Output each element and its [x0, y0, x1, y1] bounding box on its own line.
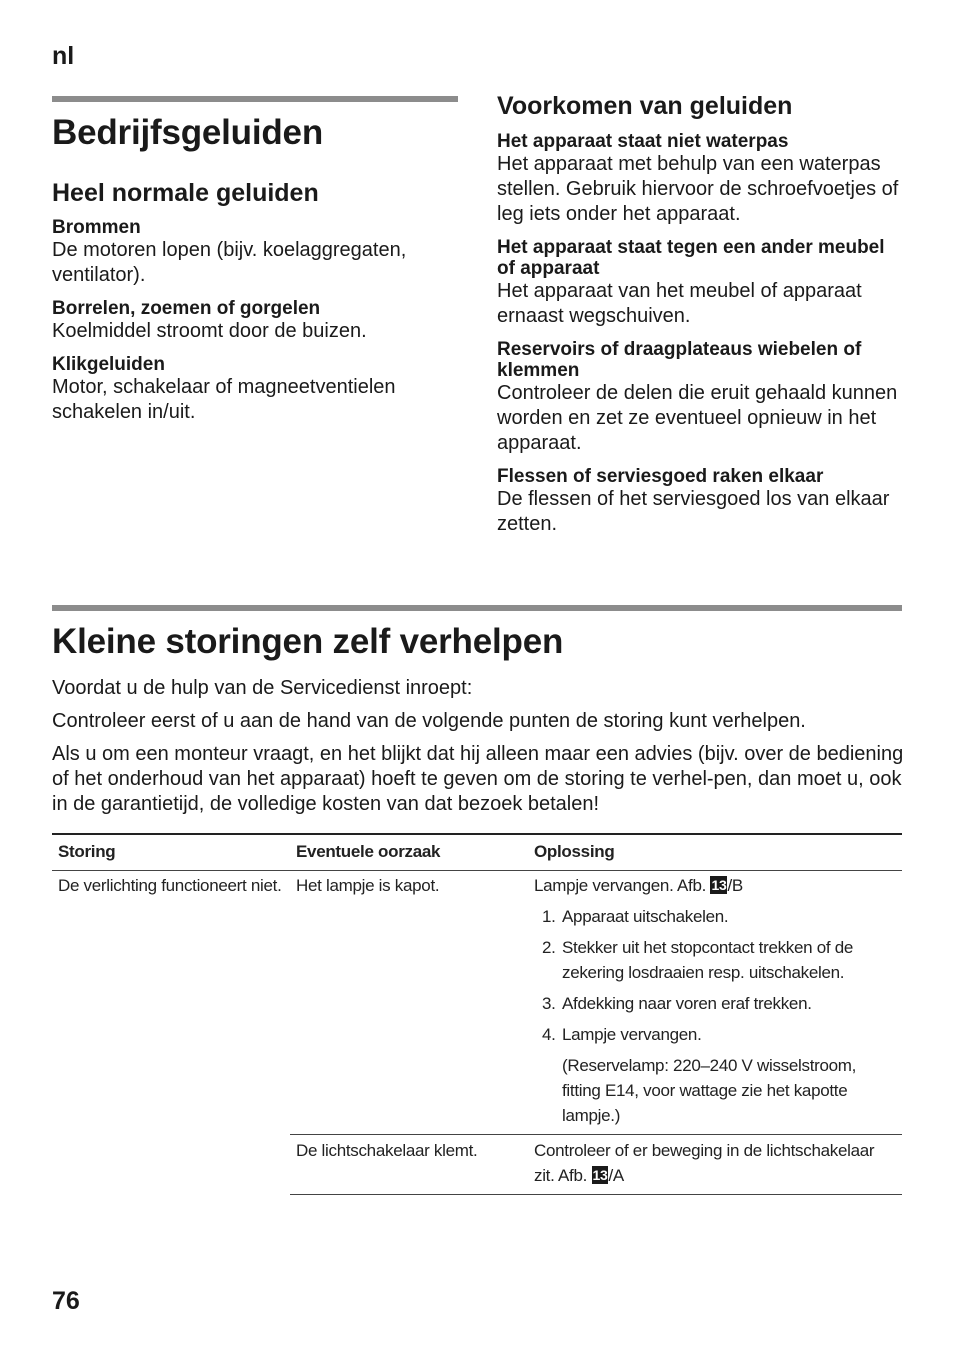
oplossing-cell [528, 871, 902, 1135]
page-number: 76 [52, 1287, 80, 1315]
figure-ref: /A [608, 1166, 624, 1185]
column-header-oplossing: Oplossing [528, 834, 902, 871]
list-item: 1. Apparaat uitschakelen. [560, 904, 896, 929]
prevent-item-title: Reservoirs of draagplateaus wiebelen of klemmen [497, 339, 862, 381]
column-header-storing: Storing [52, 834, 290, 871]
intro-paragraph: Als u om een monteur vraagt, en het blijkt dat hij alleen maar een advies (bijv. over de bediening of het onderhoud van het apparaat) hoeft te geven om de storing te verhel-pen, dan moet u, ook in de garantietijd, de volledige kosten van dat bezoek betalen! [52, 743, 904, 815]
column-header-oorzaak: Eventuele oorzaak [290, 834, 528, 871]
figure-ref: /B [727, 876, 743, 895]
table-row [52, 871, 902, 1135]
noise-item [52, 354, 458, 425]
intro-paragraph: Controleer eerst of u aan de hand van de volgende punten de storing kunt verhelpen. [52, 710, 806, 732]
list-item: 2. Stekker uit het stopcontact trekken of de zekering losdraaien resp. uitschakelen. [560, 935, 896, 985]
oplossing-cell [528, 1135, 902, 1195]
prevent-item-text: Het apparaat met behulp van een waterpas stellen. Gebruik hiervoor de schroefvoetjes of leg iets onder het apparaat. [497, 153, 899, 225]
troubleshooting-table [52, 833, 902, 1195]
troubleshooting-intro [52, 622, 904, 825]
prevent-item-text: Het apparaat van het meubel of apparaat ernaast wegschuiven. [497, 280, 862, 327]
noise-item [52, 298, 458, 344]
section-rule [52, 605, 902, 611]
noise-item-text: Motor, schakelaar of magneetventielen schakelen in/uit. [52, 376, 396, 423]
intro-paragraph: Voordat u de hulp van de Servicedienst inroept: [52, 677, 473, 699]
prevent-item-text: De flessen of het serviesgoed los van elkaar zetten. [497, 488, 890, 535]
storing-text: De verlichting functioneert niet. [58, 876, 282, 895]
noise-item-text: De motoren lopen (bijv. koelaggregaten, ventilator). [52, 239, 407, 286]
noise-item-title: Klikgeluiden [52, 354, 165, 375]
prevent-noises-heading: Voorkomen van geluiden [497, 92, 793, 120]
table-header-row [52, 834, 902, 871]
noise-item [52, 217, 458, 288]
prevent-item-title: Het apparaat staat niet waterpas [497, 131, 789, 152]
noise-item-text: Koelmiddel stroomt door de buizen. [52, 320, 367, 342]
noise-normal-column [52, 113, 458, 435]
oorzaak-text: De lichtschakelaar klemt. [296, 1141, 478, 1160]
oplossing-text: Lampje vervangen. Afb. [534, 876, 707, 895]
noise-prevent-column [497, 91, 902, 547]
oplossing-text: Controleer of er beweging in de lichtschakelaar zit. Afb. [534, 1141, 875, 1185]
prevent-item-title: Het apparaat staat tegen een ander meubel of apparaat [497, 237, 885, 279]
noise-item-title: Borrelen, zoemen of gorgelen [52, 298, 321, 319]
storing-cell [52, 871, 290, 1195]
noise-item-title: Brommen [52, 217, 141, 238]
section-title: Bedrijfsgeluiden [52, 113, 324, 152]
steps-list [534, 904, 896, 1047]
list-item: 4. Lampje vervangen. [560, 1022, 896, 1047]
oorzaak-cell [290, 871, 528, 1135]
list-item: 3. Afdekking naar voren eraf trekken. [560, 991, 896, 1016]
prevent-item [497, 339, 902, 456]
language-label: nl [52, 42, 75, 70]
prevent-item [497, 237, 902, 329]
replacement-lamp-note: (Reservelamp: 220–240 V wisselstroom, fitting E14, voor wattage zie het kapotte lampje.) [562, 1056, 857, 1125]
figure-number-badge: 13 [592, 1167, 608, 1183]
figure-number-badge: 13 [711, 877, 727, 893]
prevent-item [497, 466, 902, 537]
section-title: Kleine storingen zelf verhelpen [52, 622, 564, 661]
oorzaak-text: Het lampje is kapot. [296, 876, 440, 895]
oorzaak-cell [290, 1135, 528, 1195]
prevent-item-title: Flessen of serviesgoed raken elkaar [497, 466, 824, 487]
prevent-item [497, 131, 902, 227]
section-rule [52, 96, 458, 102]
prevent-item-text: Controleer de delen die eruit gehaald kunnen worden en zet ze eventueel opnieuw in het apparaat. [497, 382, 898, 454]
normal-noises-heading: Heel normale geluiden [52, 179, 319, 207]
oplossing-lead [534, 873, 896, 898]
